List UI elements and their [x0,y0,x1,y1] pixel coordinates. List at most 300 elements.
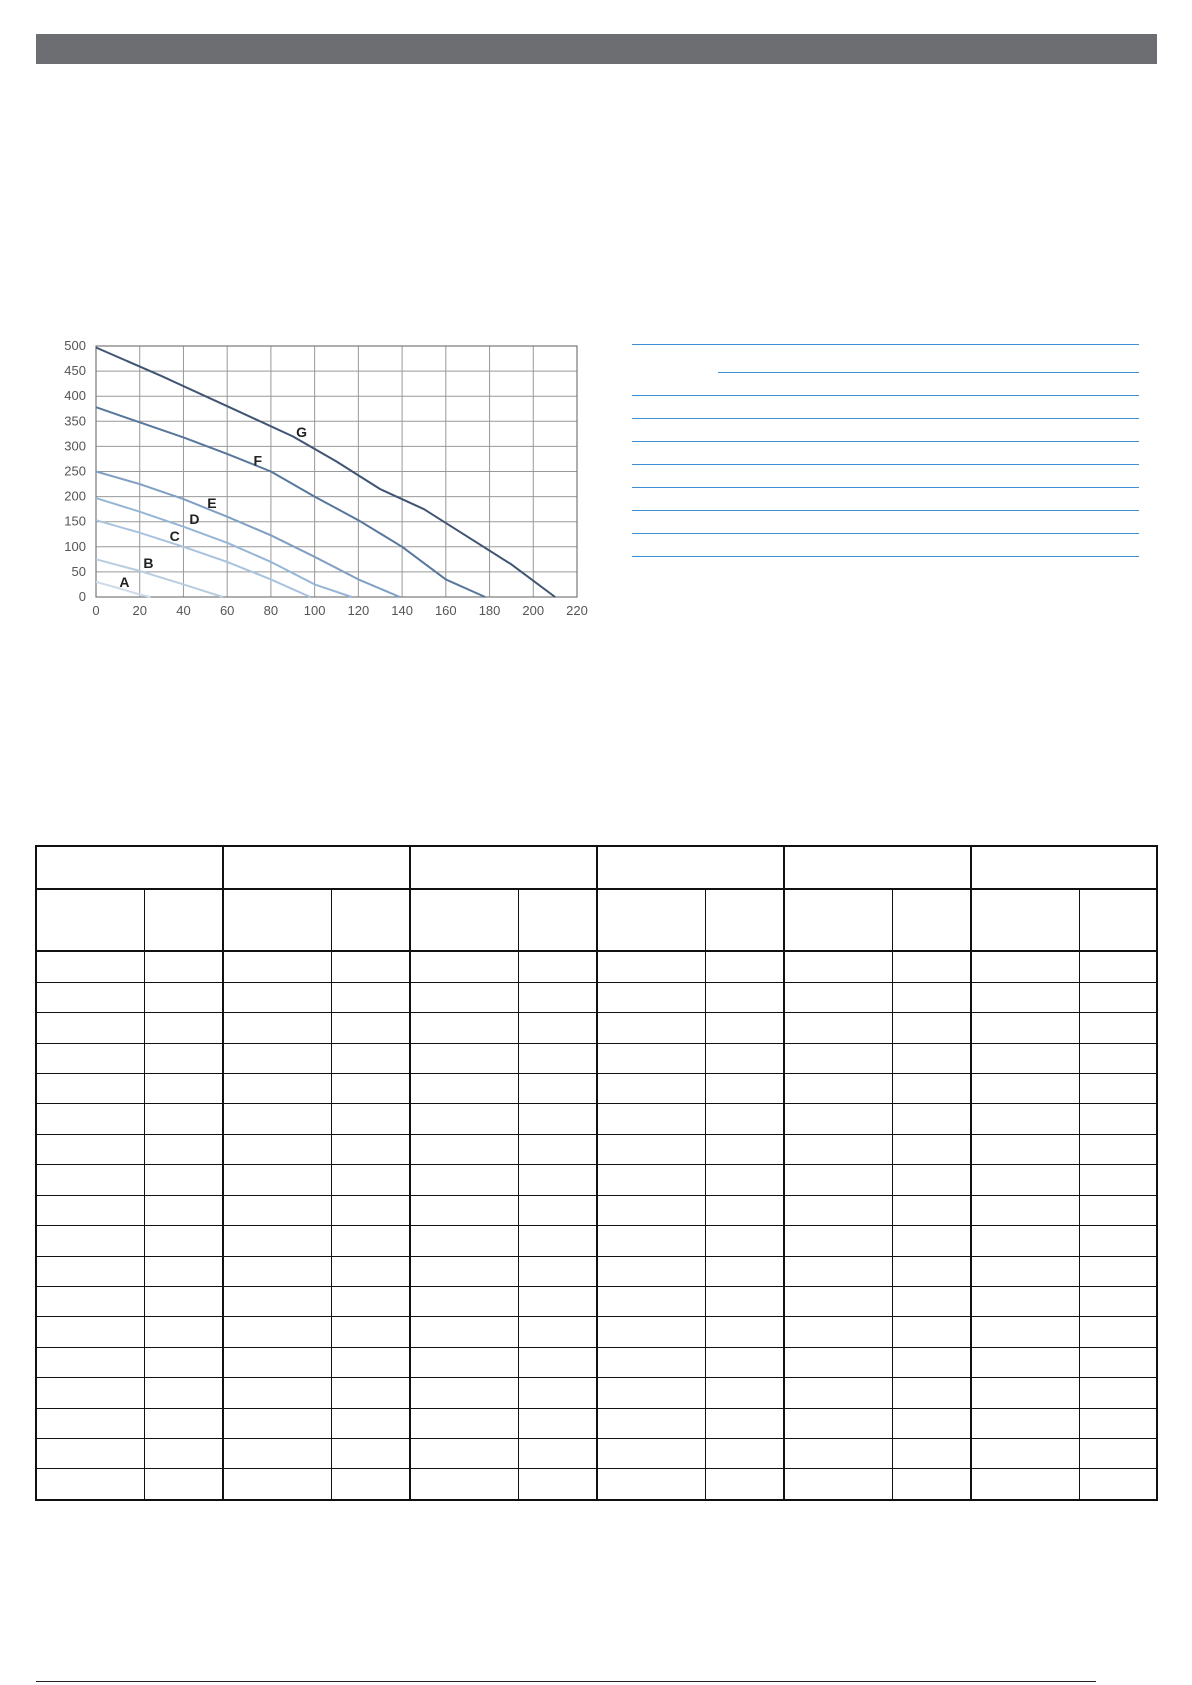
legend-line [718,372,1139,373]
table-cell [331,1104,410,1134]
table-cell [784,1074,892,1104]
pump-performance-chart [50,336,640,656]
x-tick-label: 40 [176,603,191,618]
table-cell [597,1195,705,1225]
table-cell [144,982,223,1012]
table-cell [1079,1165,1157,1195]
curve-label-c: C [169,527,180,544]
table-cell [784,1013,892,1043]
table-cell [971,1438,1079,1468]
table-cell [892,1013,971,1043]
table-cell [971,1043,1079,1073]
table-cell [705,1165,784,1195]
y-tick-label: 200 [64,488,86,504]
table-cell [784,1104,892,1134]
series-line-b [96,559,223,597]
table-group-header-cell [223,846,410,889]
table-cell [1079,1226,1157,1256]
table-group-header-cell [971,846,1157,889]
footer-rule [36,1681,1096,1682]
table-cell [597,1317,705,1347]
table-cell [784,1256,892,1286]
table-cell [331,1378,410,1408]
x-tick-label: 60 [219,603,235,618]
table-cell [784,1043,892,1073]
table-row [36,1256,1157,1286]
table-cell [410,1074,518,1104]
x-tick-label: 200 [522,603,545,618]
table-cell [36,1256,144,1286]
table-cell [705,1013,784,1043]
table-cell [597,1104,705,1134]
table-cell [331,1469,410,1500]
table-cell [223,1226,331,1256]
table-cell [144,1043,223,1073]
table-cell [331,1074,410,1104]
table-cell [597,1378,705,1408]
table-cell [705,1378,784,1408]
y-tick-label: 0 [78,589,86,604]
table-cell [784,1438,892,1468]
table-cell [892,951,971,982]
table-row [36,1104,1157,1134]
table-cell [971,1013,1079,1043]
table-cell [1079,1317,1157,1347]
table-cell [410,1195,518,1225]
table-cell [144,1256,223,1286]
x-tick-label: 220 [566,603,588,618]
table-cell [597,1408,705,1438]
table-cell [705,1195,784,1225]
table-cell [518,1104,597,1134]
table-cell [331,1347,410,1377]
table-subheader-cell [331,889,410,952]
table-cell [705,1286,784,1316]
table-cell [36,1317,144,1347]
table-cell [971,1074,1079,1104]
table-cell [892,1286,971,1316]
table-cell [784,1165,892,1195]
table-row [36,1074,1157,1104]
table-cell [518,1013,597,1043]
table-cell [410,1043,518,1073]
table-row [36,1469,1157,1500]
table-cell [36,1134,144,1164]
table-row [36,1226,1157,1256]
table-cell [1079,1013,1157,1043]
x-tick-label: 120 [347,603,370,618]
legend-line [632,556,1139,557]
table-cell [705,1469,784,1500]
data-table-container [35,845,1156,1501]
x-tick-label: 80 [263,603,279,618]
table-cell [1079,1408,1157,1438]
table-cell [144,1438,223,1468]
x-tick-label: 140 [391,603,413,618]
table-cell [597,1134,705,1164]
table-cell [1079,1286,1157,1316]
table-cell [971,1195,1079,1225]
table-cell [518,1286,597,1316]
table-row [36,982,1157,1012]
y-tick-label: 300 [64,438,86,454]
header-bar [36,34,1157,64]
curve-label-a: A [119,573,130,590]
table-row [36,1378,1157,1408]
table-subheader-cell [597,889,705,952]
table-cell [331,1226,410,1256]
data-table [35,845,1158,1501]
table-cell [36,1469,144,1500]
table-cell [892,1104,971,1134]
table-group-header-cell [597,846,784,889]
table-cell [410,1469,518,1500]
x-tick-label: 160 [434,603,457,618]
table-cell [36,1408,144,1438]
table-cell [971,982,1079,1012]
table-cell [971,1165,1079,1195]
table-cell [223,1378,331,1408]
table-cell [331,1013,410,1043]
table-cell [518,1226,597,1256]
table-subheader-cell [36,889,144,952]
table-cell [223,1317,331,1347]
table-cell [971,1226,1079,1256]
table-cell [892,1043,971,1073]
table-cell [223,1347,331,1377]
table-subheader-cell [1079,889,1157,952]
table-cell [36,1226,144,1256]
table-cell [223,1408,331,1438]
table-cell [971,1347,1079,1377]
table-subheader-cell [705,889,784,952]
table-group-header-row [36,846,1157,889]
y-tick-label: 250 [64,463,86,479]
table-cell [892,1134,971,1164]
table-cell [784,1134,892,1164]
curve-label-b: B [143,554,154,571]
y-tick-label: 400 [64,388,86,404]
table-cell [705,1043,784,1073]
table-row [36,1013,1157,1043]
y-tick-label: 50 [71,563,86,579]
table-cell [597,1469,705,1500]
table-cell [331,1256,410,1286]
table-cell [892,1438,971,1468]
table-cell [144,1378,223,1408]
y-tick-label: 500 [64,338,86,353]
table-cell [1079,1378,1157,1408]
table-cell [144,1134,223,1164]
table-cell [705,1438,784,1468]
table-cell [144,1226,223,1256]
table-subheader-row [36,889,1157,952]
table-cell [331,1195,410,1225]
legend-line [632,395,1139,396]
table-cell [410,1226,518,1256]
table-cell [971,1408,1079,1438]
x-tick-label: 20 [132,603,147,618]
table-cell [518,1347,597,1377]
table-cell [36,1043,144,1073]
table-cell [597,1165,705,1195]
table-cell [597,1438,705,1468]
table-cell [1079,1104,1157,1134]
curve-label-f: F [253,452,263,469]
table-cell [784,982,892,1012]
table-cell [784,1408,892,1438]
table-row [36,1195,1157,1225]
table-cell [223,1469,331,1500]
table-cell [1079,1195,1157,1225]
legend-line [632,418,1139,419]
table-cell [410,1408,518,1438]
table-cell [597,1043,705,1073]
table-cell [36,1286,144,1316]
legend-line [632,344,1139,345]
table-cell [410,1104,518,1134]
table-cell [36,1195,144,1225]
table-cell [410,1134,518,1164]
table-subheader-cell [410,889,518,952]
table-cell [784,1378,892,1408]
table-cell [971,1469,1079,1500]
table-cell [518,1074,597,1104]
table-cell [223,1013,331,1043]
table-cell [971,1286,1079,1316]
table-row [36,1408,1157,1438]
series-line-d [96,498,352,597]
table-cell [1079,1134,1157,1164]
table-cell [705,982,784,1012]
table-cell [518,1134,597,1164]
table-cell [223,1438,331,1468]
table-cell [223,1195,331,1225]
table-cell [892,1074,971,1104]
table-cell [518,1408,597,1438]
table-cell [597,951,705,982]
table-cell [410,1165,518,1195]
table-cell [223,1286,331,1316]
y-tick-label: 350 [64,413,86,429]
table-cell [36,982,144,1012]
legend-line [632,464,1139,465]
table-cell [36,1104,144,1134]
table-row [36,1043,1157,1073]
table-row [36,1165,1157,1195]
table-cell [1079,1347,1157,1377]
y-tick-label: 100 [64,538,86,554]
table-cell [784,1347,892,1377]
x-tick-label: 0 [92,603,100,618]
x-tick-label: 180 [478,603,501,618]
table-cell [410,1013,518,1043]
table-cell [410,1317,518,1347]
table-cell [892,1317,971,1347]
table-cell [518,1378,597,1408]
curve-label-d: D [189,511,200,528]
table-cell [36,1165,144,1195]
table-cell [971,951,1079,982]
table-cell [36,951,144,982]
table-cell [597,1074,705,1104]
table-row [36,1347,1157,1377]
table-cell [518,1438,597,1468]
table-row [36,1286,1157,1316]
table-cell [410,982,518,1012]
table-subheader-cell [892,889,971,952]
table-cell [144,1013,223,1043]
table-cell [597,1013,705,1043]
table-cell [518,1317,597,1347]
x-tick-label: 100 [303,603,326,618]
table-cell [1079,1438,1157,1468]
table-cell [971,1317,1079,1347]
table-cell [410,1438,518,1468]
table-row [36,951,1157,982]
series-line-g [96,348,555,598]
table-cell [1079,982,1157,1012]
table-cell [518,982,597,1012]
table-cell [223,1074,331,1104]
table-cell [331,1043,410,1073]
table-cell [1079,1043,1157,1073]
table-cell [705,1408,784,1438]
table-cell [144,1286,223,1316]
table-cell [705,1347,784,1377]
table-subheader-cell [518,889,597,952]
table-cell [705,1317,784,1347]
table-cell [331,1438,410,1468]
table-cell [518,1165,597,1195]
table-cell [597,1286,705,1316]
table-cell [518,1195,597,1225]
table-cell [331,1134,410,1164]
table-cell [892,1347,971,1377]
table-cell [410,1347,518,1377]
table-cell [705,1256,784,1286]
table-subheader-cell [144,889,223,952]
table-cell [784,1317,892,1347]
table-row [36,1317,1157,1347]
table-cell [784,1286,892,1316]
table-cell [144,1469,223,1500]
table-cell [331,951,410,982]
table-row [36,1134,1157,1164]
table-cell [223,982,331,1012]
table-cell [144,1074,223,1104]
table-cell [971,1378,1079,1408]
table-cell [36,1013,144,1043]
table-subheader-cell [223,889,331,952]
table-cell [784,1469,892,1500]
table-cell [36,1438,144,1468]
table-cell [892,1256,971,1286]
table-cell [784,1195,892,1225]
table-cell [518,1043,597,1073]
table-cell [1079,951,1157,982]
table-cell [971,1104,1079,1134]
table-cell [223,951,331,982]
table-cell [144,951,223,982]
table-cell [518,1469,597,1500]
table-group-header-cell [784,846,971,889]
table-group-header-cell [410,846,597,889]
table-subheader-cell [971,889,1079,952]
table-cell [597,1347,705,1377]
table-cell [331,982,410,1012]
table-cell [518,1256,597,1286]
table-cell [36,1378,144,1408]
table-cell [410,1378,518,1408]
table-cell [144,1104,223,1134]
legend-line [632,487,1139,488]
y-tick-label: 150 [64,513,86,529]
table-cell [144,1195,223,1225]
table-cell [223,1165,331,1195]
table-cell [223,1104,331,1134]
table-cell [784,1226,892,1256]
table-row [36,1438,1157,1468]
legend-line [632,510,1139,511]
table-cell [331,1317,410,1347]
table-cell [36,1347,144,1377]
legend-line [632,441,1139,442]
table-cell [892,1408,971,1438]
table-cell [971,1134,1079,1164]
table-cell [1079,1256,1157,1286]
table-cell [144,1347,223,1377]
table-cell [892,1378,971,1408]
table-cell [223,1256,331,1286]
table-cell [144,1408,223,1438]
table-cell [705,1134,784,1164]
table-cell [705,951,784,982]
curve-label-g: G [296,423,307,440]
table-cell [144,1165,223,1195]
table-cell [892,1195,971,1225]
table-cell [331,1408,410,1438]
table-cell [223,1134,331,1164]
table-cell [144,1317,223,1347]
table-cell [892,982,971,1012]
table-cell [331,1165,410,1195]
table-cell [784,951,892,982]
table-cell [410,1286,518,1316]
table-cell [705,1104,784,1134]
table-cell [223,1043,331,1073]
table-cell [892,1165,971,1195]
table-cell [36,1074,144,1104]
table-group-header-cell [36,846,223,889]
table-cell [705,1226,784,1256]
table-cell [971,1256,1079,1286]
table-cell [892,1226,971,1256]
table-cell [597,1226,705,1256]
table-cell [705,1074,784,1104]
table-cell [1079,1469,1157,1500]
table-cell [597,1256,705,1286]
table-cell [331,1286,410,1316]
legend-line [632,533,1139,534]
y-tick-label: 450 [64,363,86,379]
table-cell [410,1256,518,1286]
table-cell [410,951,518,982]
table-cell [597,982,705,1012]
table-cell [1079,1074,1157,1104]
table-cell [892,1469,971,1500]
table-subheader-cell [784,889,892,952]
